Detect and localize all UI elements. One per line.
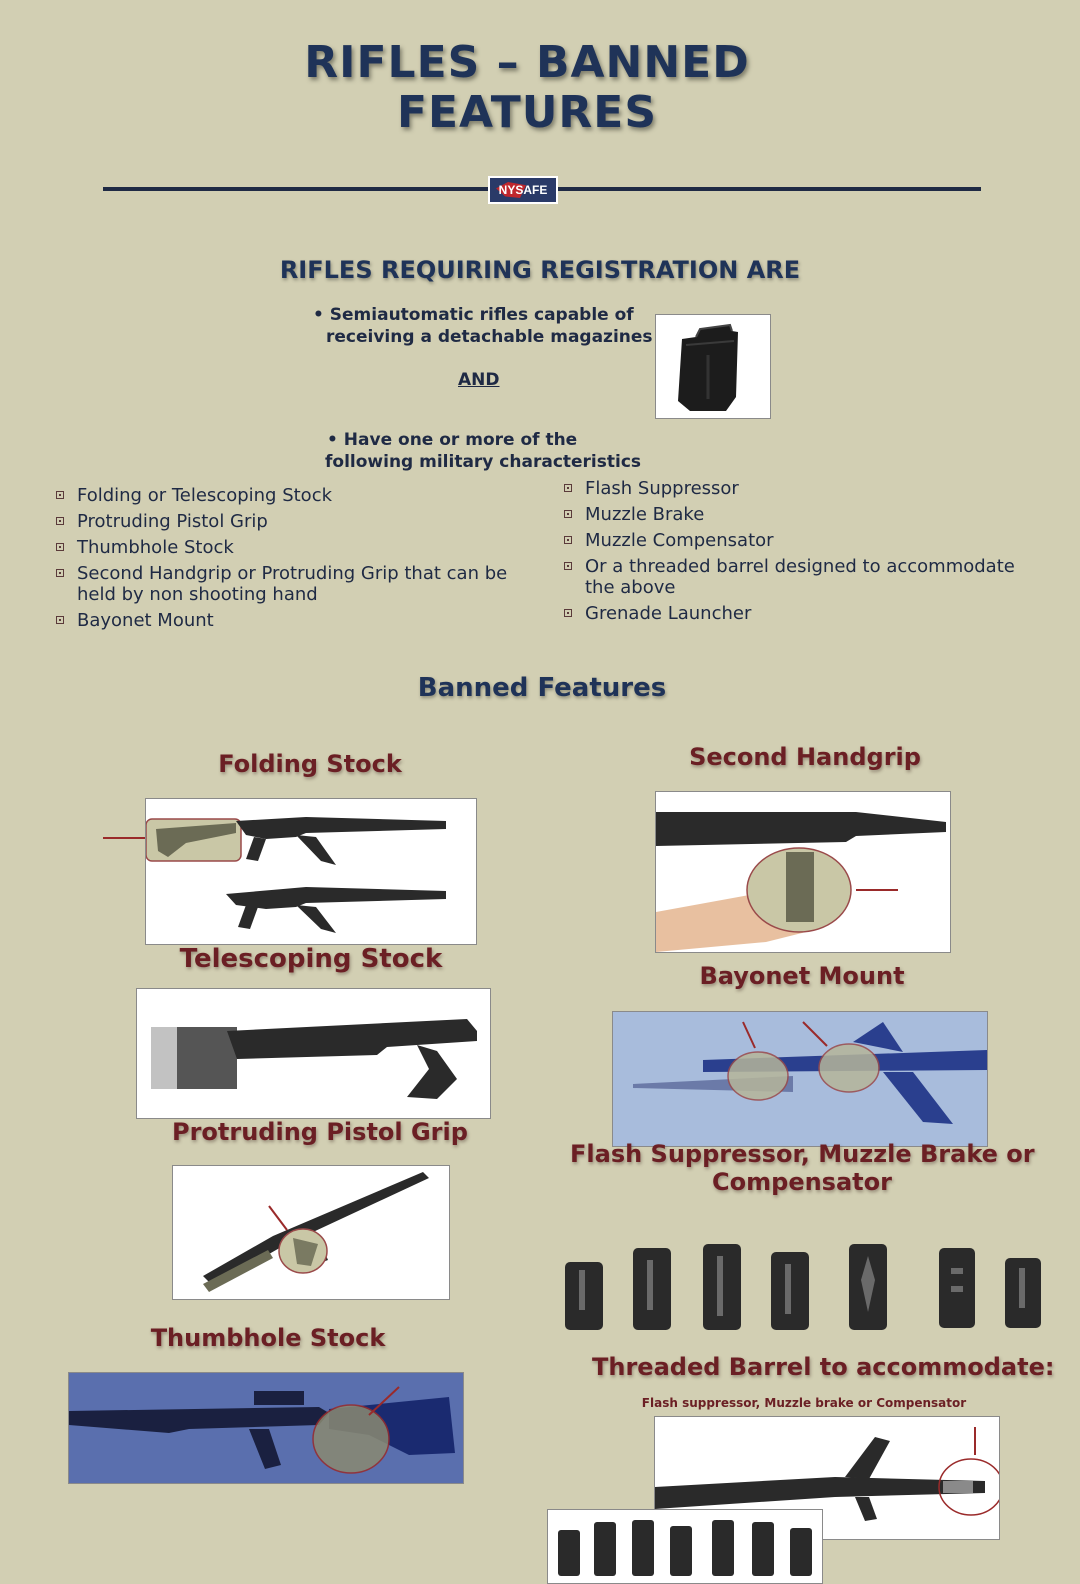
second-handgrip-caption: Second Handgrip [689,743,921,771]
telescoping-stock-image [136,988,491,1119]
bullet-military-line1: • Have one or more of the [327,430,578,450]
folding-stock-caption: Folding Stock [218,750,402,778]
nysafe-logo [488,176,558,204]
logo-text: NYSAFE [498,183,548,197]
page-title [0,38,1054,138]
right-feature-list [564,478,1024,629]
list-item: Or a threaded barrel designed to accommodate the above [564,556,1024,598]
folding-stock-image [145,798,477,945]
title-line-2: FEATURES [396,87,658,138]
bullet-semiautomatic-line2: receiving a detachable magazines [326,327,653,347]
list-item: Second Handgrip or Protruding Grip that can be held by non shooting hand [56,563,516,605]
pistol-grip-caption: Protruding Pistol Grip [172,1118,468,1146]
list-item: Thumbhole Stock [56,537,516,558]
bullet-semiautomatic [313,304,653,348]
list-item: Folding or Telescoping Stock [56,485,516,506]
left-feature-list [56,485,516,636]
list-item: Muzzle Compensator [564,530,1024,551]
folding-stock-arrow [103,837,145,839]
list-item: Flash Suppressor [564,478,1024,499]
bayonet-mount-image [612,1011,988,1147]
threaded-barrel-subcaption: Flash suppressor, Muzzle brake or Compensator [641,1396,967,1410]
magazine-image [655,314,771,419]
pistol-grip-image [172,1165,450,1300]
muzzle-devices-small-image [547,1509,823,1584]
muzzle-devices-image [563,1240,1043,1340]
and-label: AND [458,370,500,390]
flash-caption-line2: Compensator [712,1168,892,1196]
title-line-1: RIFLES – BANNED [304,37,750,88]
telescoping-stock-caption: Telescoping Stock [179,944,443,974]
list-item: Grenade Launcher [564,603,1024,624]
flash-caption-line1: Flash Suppressor, Muzzle Brake or [570,1140,1035,1168]
bayonet-mount-caption: Bayonet Mount [699,962,905,990]
banned-features-heading: Banned Features [417,673,667,703]
list-item: Protruding Pistol Grip [56,511,516,532]
list-item: Bayonet Mount [56,610,516,631]
list-item: Muzzle Brake [564,504,1024,525]
thumbhole-stock-image [68,1372,464,1484]
second-handgrip-image [655,791,951,953]
flash-suppressor-caption [570,1140,1034,1196]
thumbhole-stock-caption: Thumbhole Stock [150,1324,386,1352]
threaded-barrel-caption: Threaded Barrel to accommodate: [592,1353,1055,1381]
bullet-military-line2: following military characteristics [325,452,642,472]
registration-heading: RIFLES REQUIRING REGISTRATION ARE [279,256,801,284]
bullet-military-characteristics [325,429,641,473]
bullet-semiautomatic-line1: • Semiautomatic rifles capable of [313,305,634,325]
